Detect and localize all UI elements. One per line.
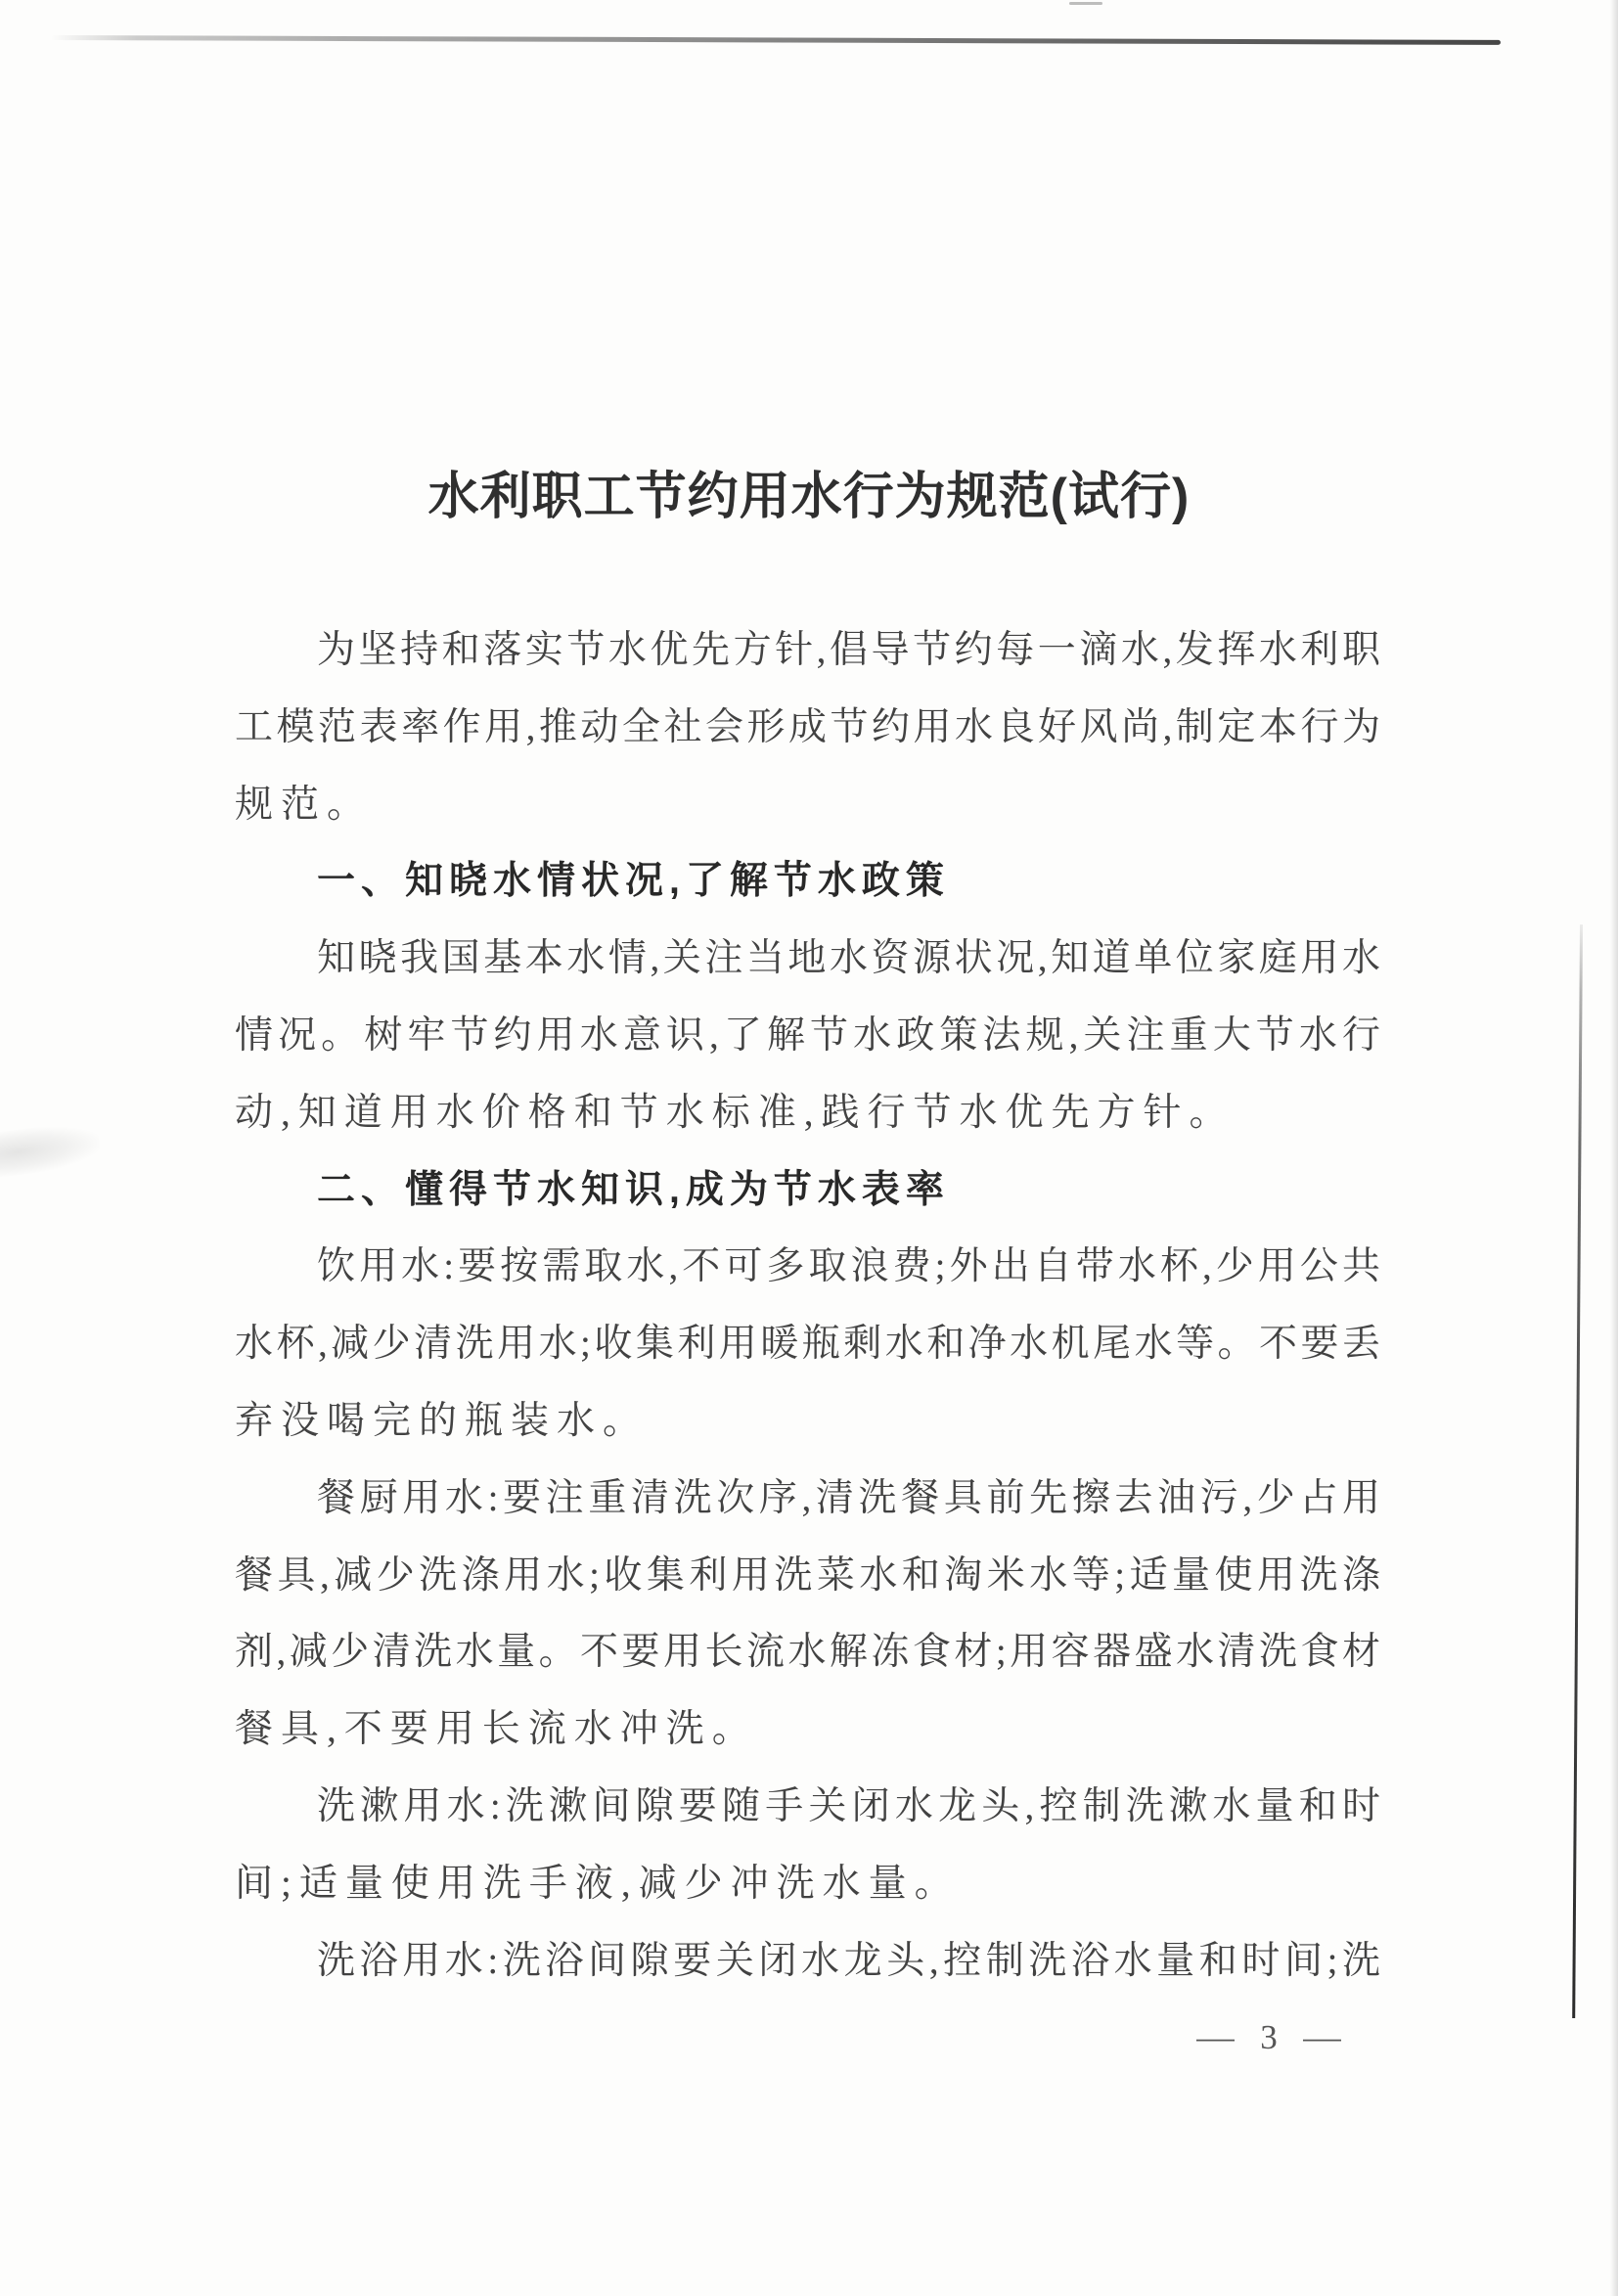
- paragraph-line: 间;适量使用洗手液,减少冲洗水量。: [235, 1862, 961, 1905]
- paragraph-line: 动,知道用水价格和节水标准,践行节水优先方针。: [235, 1091, 1236, 1134]
- page-number-left-dash: —: [1196, 2018, 1235, 2056]
- paragraph-line: 知晓我国基本水情,关注当地水资源状况,知道单位家庭用水: [317, 937, 1380, 980]
- page-number: [1132, 2013, 1406, 2062]
- paragraph-line: 为坚持和落实节水优先方针,倡导节约每一滴水,发挥水利职: [317, 629, 1380, 671]
- paragraph-line: 规范。: [235, 783, 374, 826]
- paragraph-line: 餐具,减少洗涤用水;收集利用洗菜水和淘米水等;适量使用洗涤: [235, 1553, 1380, 1597]
- paragraph-line: 工模范表率作用,推动全社会形成节约用水良好风尚,制定本行为: [235, 705, 1380, 748]
- paragraph-line: 餐具,不要用长流水冲洗。: [235, 1708, 758, 1751]
- scan-artifact-page-edge: [1610, 0, 1618, 2296]
- scan-artifact-left-smudge: [0, 1120, 102, 1179]
- scan-artifact-fold-line: [1572, 924, 1582, 2018]
- scan-artifact-top-dash: [1069, 2, 1102, 5]
- paragraph-line: 饮用水:要按需取水,不可多取浪费;外出自带水杯,少用公共: [317, 1245, 1380, 1288]
- paragraph-line: 弃没喝完的瓶装水。: [235, 1399, 650, 1442]
- paragraph-line: 情况。树牢节约用水意识,了解节水政策法规,关注重大节水行: [235, 1013, 1380, 1057]
- paragraph-line: 洗浴用水:洗浴间隙要关闭水龙头,控制洗浴水量和时间;洗: [317, 1939, 1380, 1982]
- page-number-value: 3: [1260, 2018, 1278, 2056]
- section-heading-1: 一、知晓水情状况,了解节水政策: [317, 860, 950, 903]
- document-title: 水利职工节约用水行为规范(试行): [427, 469, 1191, 525]
- paragraph-line: 餐厨用水:要注重清洗次序,清洗餐具前先擦去油污,少占用: [317, 1476, 1380, 1519]
- document-body: [235, 612, 1380, 2000]
- paragraph-line: 剂,减少清洗水量。不要用长流水解冻食材;用容器盛水清洗食材: [235, 1631, 1380, 1674]
- paragraph-line: 水杯,减少清洗用水;收集利用暖瓶剩水和净水机尾水等。不要丢: [235, 1323, 1380, 1366]
- scan-artifact-top-streak: [51, 35, 1501, 45]
- paragraph-line: 洗漱用水:洗漱间隙要随手关闭水龙头,控制洗漱水量和时: [317, 1784, 1380, 1827]
- page-number-right-dash: —: [1303, 2018, 1341, 2056]
- section-heading-2: 二、懂得节水知识,成为节水表率: [317, 1168, 950, 1211]
